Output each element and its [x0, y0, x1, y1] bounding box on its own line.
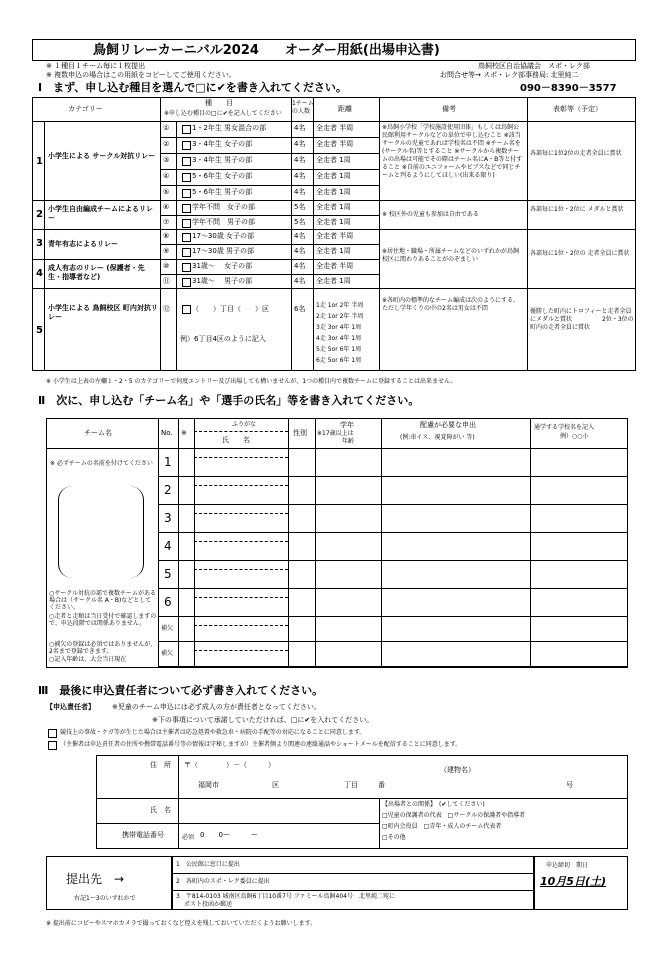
event-12-checkbox[interactable]: [182, 305, 191, 314]
header-age: 年齢: [342, 438, 355, 445]
consent-2-checkbox[interactable]: [48, 741, 57, 750]
cat-label-4: 成人有志のリレー (保護者・先生・指導者など): [48, 264, 145, 281]
event-members: 4名: [294, 277, 306, 285]
event-checkbox[interactable]: [182, 125, 191, 134]
event-text: 5・6年生 男子の部: [192, 188, 253, 196]
remarks-5: ※各町内の標準的なチーム編成は次のようにする。ただし学年くりの中の2名は男女は不問: [382, 297, 520, 312]
team-note-5: ○記入年齢は、大会当日現在: [49, 656, 127, 663]
header-mark: ※: [181, 429, 187, 437]
cat-label-5: 小学生による 鳥飼校区 町内対抗リレー: [48, 304, 158, 321]
roster-row-no: 1: [164, 455, 172, 469]
event-checkbox[interactable]: [182, 248, 191, 257]
event-members: 5名: [294, 218, 306, 226]
responsible-label: 【申込責任者】: [46, 703, 95, 711]
header-sex: 性別: [293, 429, 307, 437]
roster-row-no: 5: [164, 567, 172, 581]
phone-number: 090－8390－3577: [520, 83, 617, 94]
relation-option-1[interactable]: □児童の保護者の代表 □サークルの保護者や指導者: [382, 812, 526, 819]
relay-leg: 1走 1or 2年 半周: [316, 302, 364, 309]
consent-1-checkbox[interactable]: [48, 729, 57, 738]
team-note-2: ○サークル対抗の部で複数チームがある場合は（サークル名 A・B)などとしてください。: [49, 590, 157, 611]
event-12-example: 例）6丁目4区のように記入: [180, 335, 266, 343]
event-distance: 全走者 1周: [316, 218, 351, 226]
section-1-heading: Ⅰ まず、申し込む種目を選んで□に✔を書き入れてください。: [38, 81, 347, 94]
go-label: 号: [566, 781, 573, 789]
header-event-sub: ※申し込む種目の□に✔を記入してください: [164, 110, 282, 117]
roster-row-no: 補欠: [161, 625, 174, 632]
event-distance: 全走者 半周: [316, 262, 354, 270]
submit-title: 提出先 →: [66, 872, 125, 886]
header-furigana: ふりがな: [232, 421, 257, 428]
event-text: 3・4年生 男子の部: [192, 156, 253, 164]
relay-leg: 6走 5or 6年 1周: [316, 357, 362, 364]
deadline-date: 10月5日(土): [540, 875, 607, 888]
event-no: ⑪: [163, 277, 170, 285]
cat-label-2: 小学生自由編成チームによるリレー: [48, 205, 153, 222]
event-members: 5名: [294, 203, 306, 211]
event-checkbox[interactable]: [182, 157, 191, 166]
header-name: 氏 名: [222, 436, 250, 444]
event-no: ⑥: [163, 203, 170, 211]
consent-instruction: ※下の事項について承諾していただければ、□に✔を入れてください。: [152, 716, 374, 724]
remarks-2: ※ 校区外の児童も参加は自由である: [382, 211, 479, 218]
event-members: 4名: [294, 140, 306, 148]
header-category: カテゴリー: [68, 105, 103, 113]
event-text: 5・6年生 女子の部: [192, 172, 253, 180]
page-title: 鳥飼リレーカーニバル2024 オーダー用紙(出場申込書): [93, 43, 440, 58]
team-name-bracket[interactable]: [58, 486, 144, 578]
header-distance: 距離: [338, 105, 352, 113]
event-members: 4名: [294, 124, 306, 132]
event-no: ⑨: [163, 247, 170, 255]
event-checkbox[interactable]: [182, 189, 191, 198]
header-school-ex: 例）○○小: [560, 433, 589, 440]
header-no: No.: [161, 429, 173, 437]
event-text: 学年不問 男子の部: [192, 218, 255, 226]
team-note-3: ○走者と走順は当日受付で確認しますので、申込段階では関係ありません。: [49, 613, 157, 627]
city-label: 福岡市: [198, 781, 219, 789]
roster-name-cell[interactable]: [196, 598, 286, 614]
submit-option-2: 2 各町内のスポ・レク委員に提出: [176, 878, 270, 885]
mobile-must: 必須: [182, 834, 195, 841]
cat-no-4: 4: [36, 268, 43, 279]
relation-option-2[interactable]: □町内会役員 □青年・成人のチーム代表者: [382, 823, 502, 830]
award-1: 各部毎に1位2位の走者全員に賞状: [530, 150, 622, 157]
award-2: 各部毎に1位・2位に メダルと賞状: [530, 206, 624, 213]
event-distance: 全走者 1周: [316, 247, 351, 255]
event-text: 31歳～ 男子の部: [192, 277, 253, 285]
submit-option-1: 1 公民館に窓口に提出: [176, 861, 240, 868]
roster-row-no: 補欠: [161, 650, 174, 657]
building-label: （建物名）: [440, 766, 475, 774]
responsible-desc: ※児童のチーム申込には必ず成人の方が責任者となってください。: [112, 703, 321, 711]
relay-leg: 4走 3or 4年 1周: [316, 335, 362, 342]
roster-row-no: 2: [164, 483, 172, 497]
address-label: 住 所: [150, 761, 171, 769]
header-event: 種 目: [205, 99, 233, 107]
event-distance: 全走者 半周: [316, 140, 354, 148]
cat-no-3: 3: [36, 238, 43, 249]
event-12-no: ⑫: [163, 305, 170, 313]
ban-label: 番: [378, 781, 385, 789]
event-no: ⑧: [163, 232, 170, 240]
chome-label: 丁目: [344, 781, 358, 789]
event-text: 17～30歳 男子の部: [192, 247, 255, 255]
roster-name-cell[interactable]: [196, 542, 286, 558]
header-consider: 配慮が必要な申出: [420, 421, 476, 429]
event-no: ⑦: [163, 218, 170, 226]
deadline-label: 申込締切 期日: [546, 862, 589, 869]
cat-no-5: 5: [36, 325, 43, 336]
zip-field[interactable]: 〒（ ）－（ ）: [184, 761, 275, 769]
event-checkbox[interactable]: [182, 233, 191, 242]
relay-leg: 3走 3or 4年 1周: [316, 324, 362, 331]
consent-1-text: 競技上の事故・ケガ等が生じた場合は主催者は応急処置や救急車・病院の手配等の対応になることに同意します。: [60, 729, 366, 736]
relation-option-3[interactable]: □その他: [382, 834, 406, 841]
responsible-table: [96, 755, 628, 849]
event-checkbox[interactable]: [182, 141, 191, 150]
award-3: 各部毎に1位・2位の 走者全員に賞状: [530, 250, 630, 257]
header-team: チーム名: [84, 429, 112, 437]
roster-name-cell[interactable]: [196, 570, 286, 586]
event-no: ⑤: [163, 188, 170, 196]
event-members: 4名: [294, 262, 306, 270]
header-school: 通学する学校名を記入: [534, 424, 595, 431]
event-checkbox[interactable]: [182, 263, 191, 272]
event-members: 4名: [294, 188, 306, 196]
event-checkbox[interactable]: [182, 219, 191, 228]
event-distance: 全走者 半周: [316, 124, 354, 132]
event-distance: 全走者 1周: [316, 203, 351, 211]
cat-no-2: 2: [36, 209, 43, 220]
event-distance: 全走者 1周: [316, 188, 351, 196]
event-no: ③: [163, 156, 170, 164]
cat-no-1: 1: [36, 156, 43, 167]
footer-note: ※ 提出前にコピーやスマホカメラで撮っておくなど控えを残しておいていただくようお願いします。: [46, 920, 317, 927]
roster-name-cell[interactable]: [196, 458, 286, 474]
roster-name-cell[interactable]: [196, 651, 286, 667]
event-members: 4名: [294, 247, 306, 255]
mobile-label: 携帯電話番号: [122, 831, 164, 839]
event-12-text: （ ）丁目（ ）区: [192, 305, 269, 313]
consent-2-text: （主催者は申込責任者の住所や携帯電話番号等の情報は守秘しますが）主催者側より関連の連絡通話やショートメールを配信することに同意します。: [60, 741, 462, 748]
event-members: 4名: [294, 156, 306, 164]
roster-name-cell[interactable]: [196, 626, 286, 642]
cat-label-3: 青年有志によるリレー: [48, 240, 118, 248]
section-2-heading: Ⅱ 次に、申し込む「チーム名」や「選手の氏名」等を書き入れてください。: [38, 394, 420, 407]
header-remarks: 備考: [442, 105, 456, 113]
relay-leg: 2走 1or 2年 半周: [316, 313, 364, 320]
team-note-4: ○補欠の登録は必須ではありませんが、2名まで登録できます。: [49, 641, 157, 655]
event-no: ①: [163, 124, 170, 132]
event-text: 31歳～ 女子の部: [192, 262, 253, 270]
header-grade-sub: ※17歳以上は: [317, 430, 354, 437]
event-text: 1・2年生 男女混合の部: [192, 124, 267, 132]
event-12-members: 6名: [294, 305, 306, 313]
ward-label: 区: [272, 781, 279, 789]
award-5: 優勝した町内にトロフィーと走者全員にメダルと賞状 2位・3位の町内の走者全員に賞状: [530, 308, 634, 331]
header-members: 1チーム の人数: [292, 100, 314, 115]
relay-leg: 5走 5or 6年 1周: [316, 346, 362, 353]
section-1-note: ※ 小学生は上表の左欄１・2・5 のカテゴリーで何度エントリー及び出場しても構いませんが，1つの種目内で複数チームに登録することは出来ません。: [46, 378, 457, 385]
event-checkbox[interactable]: [182, 173, 191, 182]
header-grade: 学年: [340, 421, 354, 429]
event-text: 17～30歳 女子の部: [192, 232, 255, 240]
organizer: 鳥飼校区自治協議会 スポ・レク部: [478, 62, 590, 70]
event-text: 3・4年生 女子の部: [192, 140, 253, 148]
event-distance: 全走者 1周: [316, 172, 351, 180]
event-members: 4名: [294, 172, 306, 180]
event-distance: 全走者 1周: [316, 156, 351, 164]
note-copy: ※ 複数申込の場合はこの用紙をコピーしてご使用ください。: [46, 71, 236, 79]
roster-name-cell[interactable]: [196, 514, 286, 530]
submit-sub: 右記1～3のいずれかで: [74, 895, 136, 902]
event-checkbox[interactable]: [182, 278, 191, 287]
event-no: ⑩: [163, 262, 170, 270]
roster-name-cell[interactable]: [196, 486, 286, 502]
event-no: ②: [163, 140, 170, 148]
event-checkbox[interactable]: [182, 204, 191, 213]
mobile-field[interactable]: 0 0ー ー: [200, 831, 258, 839]
event-text: 学年不問 女子の部: [192, 203, 255, 211]
section-3-heading: Ⅲ 最後に申込責任者について必ず書き入れてください。: [38, 684, 324, 697]
event-distance: 全走者 1周: [316, 277, 351, 285]
title-box: [32, 39, 636, 61]
note-one-sheet: ※ １種目１チーム毎に１枚提出: [46, 62, 146, 70]
submit-option-3b: ポスト投函か郵送: [184, 901, 233, 908]
relation-title: 【出場者との関係】 (✔してください): [382, 801, 485, 808]
remarks-1: ※鳥飼小学校「学校施設使用団体」もしくは鳥飼公民館利用サークルなどの単位で申し込むこと ※該当サークルの児童であれば学校名は不問 ※チーム名を(サークル名)等とすること ※サークルから複数チームの出場は可能でその際はチーム名にA・B等と付すること ※自前のユニフォームやビブスなどで同じチームと判るようにしてほしい(出来る限り): [382, 124, 523, 179]
team-note-1: ※ 必ずチームの名前を付けてください: [50, 460, 153, 467]
header-consider-sub: (例:車イス、視覚障がい 等): [400, 434, 475, 441]
event-distance: 全走者 半周: [316, 232, 354, 240]
roster-row-no: 3: [164, 511, 172, 525]
roster-row-no: 4: [164, 539, 172, 553]
contact-line: お問合せ等→ スポ・レク部事務局: 北里純二: [440, 71, 579, 79]
remarks-3: ※居住地・職場・所属チームなどのいずれかが鳥飼校区に関わりあることがのぞましい: [382, 248, 520, 263]
cat-label-1: 小学生による サークル対抗リレー: [48, 152, 156, 160]
event-no: ④: [163, 172, 170, 180]
header-award: 表彰等（予定）: [553, 105, 602, 113]
roster-row-no: 6: [164, 595, 172, 609]
event-members: 4名: [294, 232, 306, 240]
name-label: 氏 名: [150, 806, 171, 814]
submit-option-3: 3 〒814-0103 城南区鳥飼6丁目10番7号 ファミール鳥飼404号 北里純二宛に: [176, 893, 396, 900]
